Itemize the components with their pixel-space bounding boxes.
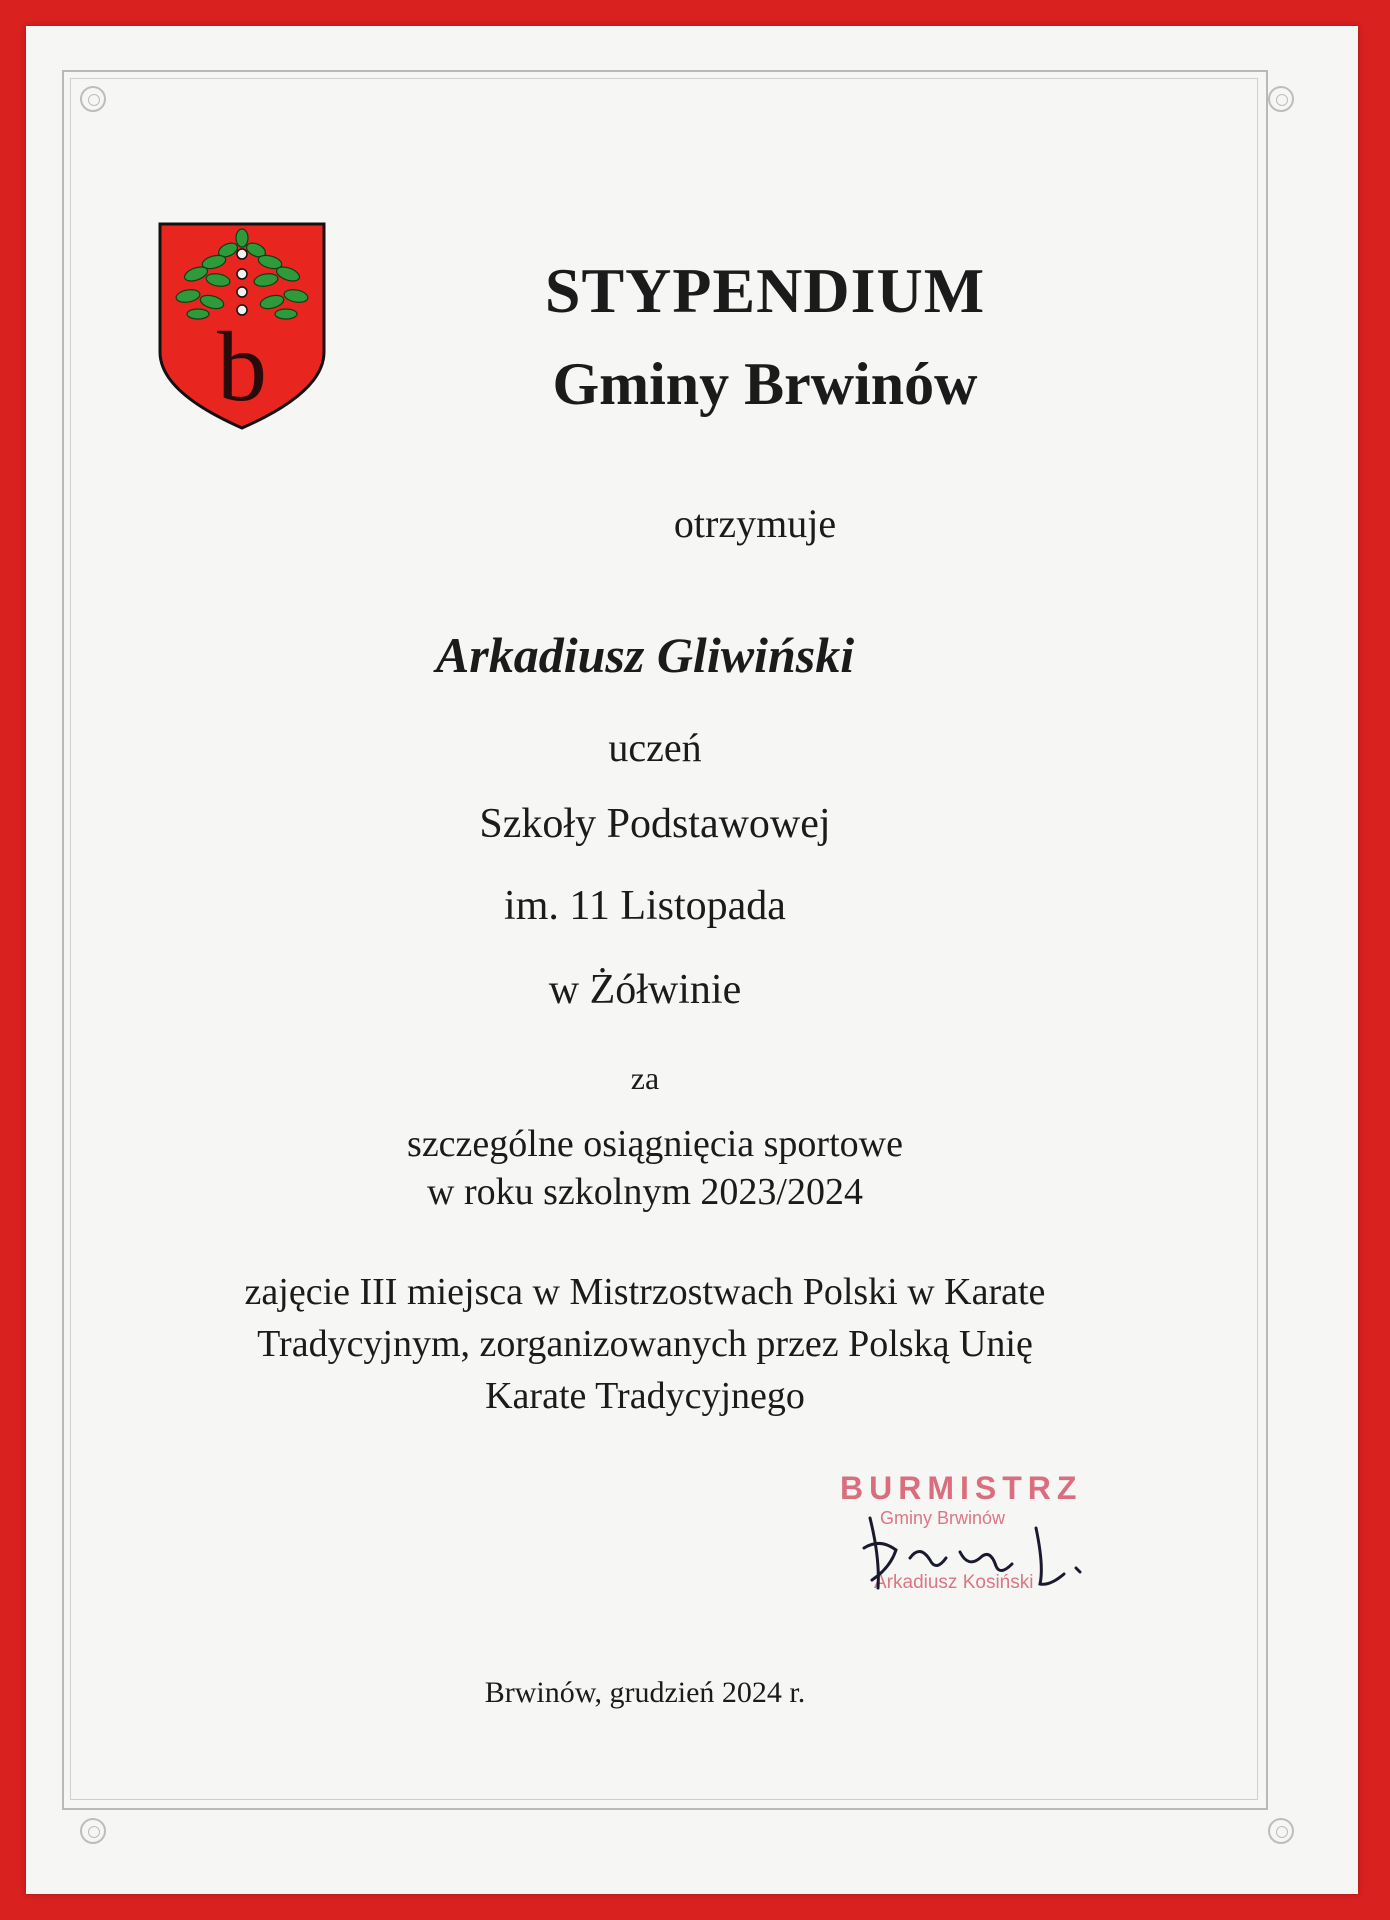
place-date: Brwinów, grudzień 2024 r. <box>484 1676 806 1709</box>
recipient-role: uczeń <box>608 725 702 770</box>
stamp-name: Arkadiusz Kosiński <box>874 1572 1034 1593</box>
certificate-subtitle: Gminy Brwinów <box>552 351 978 417</box>
corner-ornament-icon <box>1268 1818 1294 1844</box>
reason-line2: w roku szkolnym 2023/2024 <box>427 1171 863 1213</box>
certificate-title: STYPENDIUM <box>544 255 986 326</box>
corner-ornament-icon <box>80 1818 106 1844</box>
receives-text: otrzymuje <box>673 501 837 546</box>
achievement-line2: Tradycyjnym, zorganizowanych przez Polską Unię <box>257 1323 1033 1365</box>
stamp-office: Gminy Brwinów <box>880 1508 1006 1528</box>
achievement-line3: Karate Tradycyjnego <box>485 1375 805 1417</box>
stamp-title: BURMISTRZ <box>840 1470 1083 1506</box>
handwritten-signature-icon <box>850 1488 1110 1608</box>
corner-ornament-icon <box>80 86 106 112</box>
school-name-line1: Szkoły Podstawowej <box>479 801 831 847</box>
crest-letter: b <box>217 311 267 422</box>
school-name-line3: w Żółwinie <box>548 967 742 1013</box>
for-text: za <box>630 1060 660 1096</box>
school-name-line2: im. 11 Listopada <box>504 883 786 929</box>
corner-ornament-icon <box>1268 86 1294 112</box>
recipient-name: Arkadiusz Gliwiński <box>435 627 855 683</box>
achievement-line1: zajęcie III miejsca w Mistrzostwach Polski w Karate <box>244 1271 1046 1313</box>
reason-line1: szczególne osiągnięcia sportowe <box>407 1123 903 1165</box>
